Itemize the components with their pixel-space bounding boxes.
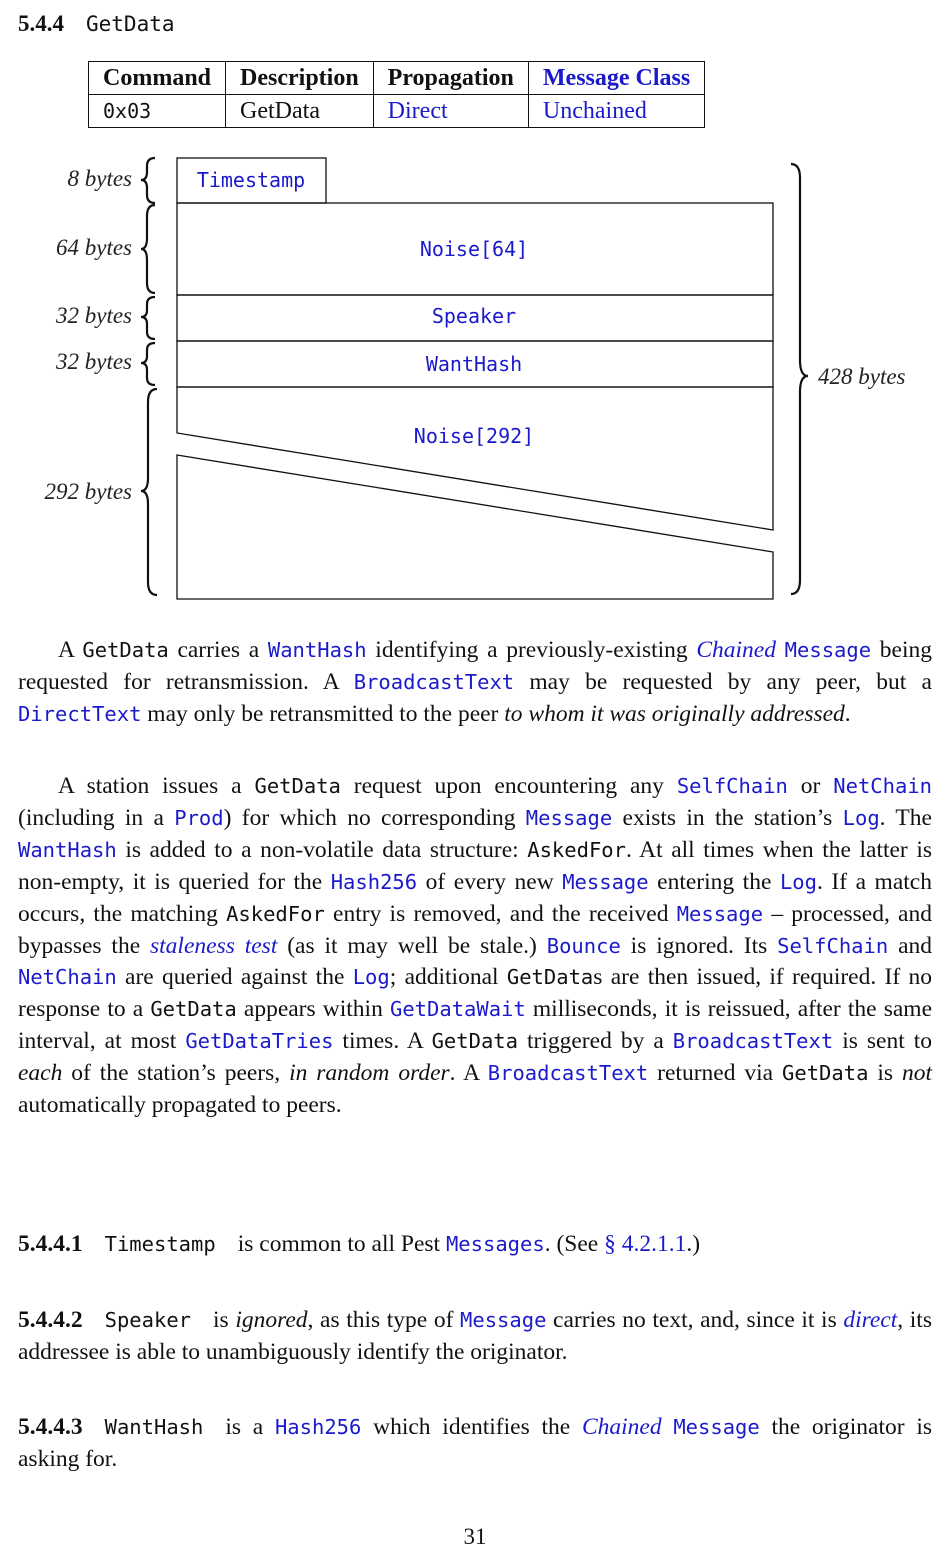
total-size-label: 428 bytes bbox=[818, 364, 906, 389]
link-message[interactable]: Message bbox=[562, 869, 649, 894]
link-netchain[interactable]: NetChain bbox=[18, 965, 117, 990]
packet-layout-diagram bbox=[0, 150, 950, 610]
link-log[interactable]: Log bbox=[842, 805, 880, 830]
subsection-5-4-4-1: 5.4.4.1 Timestamp is common to all Pest Messages. (See § 4.2.1.1.) bbox=[18, 1231, 701, 1257]
size-label: 64 bytes bbox=[55, 235, 132, 260]
section-heading bbox=[18, 10, 175, 37]
section-number: 5.4.4 bbox=[18, 11, 64, 36]
table-header-cell: Propagation bbox=[373, 62, 528, 95]
link-hash256[interactable]: Hash256 bbox=[330, 869, 418, 894]
paragraph-2: A station issues a GetData request upon encountering any SelfChain or NetChain (including in a Prod) for which no corresponding Message exists in the station’s Log. The WantHash is added to a non-volatile data structure: AskedFor. At all times when the latter is non-empty, it is queried for the Hash256 of every new Message entering the Log. If a match occurs, the matching AskedFor entry is removed, and the received Message – processed, and bypasses the staleness test (as it may well be stale.) Bounce is ignored. Its SelfChain and NetChain are queried against the Log; additional GetDatas are then issued, if required. If no response to a GetData appears within GetDataWait milliseconds, it is reissued, after the same interval, at most GetDataTries times. A GetData triggered by a BroadcastText is sent to each of the station’s peers, in random order. A BroadcastText returned via GetData is not automatically propagated to peers. bbox=[18, 773, 933, 1119]
link-hash256[interactable]: Hash256 bbox=[274, 1415, 362, 1439]
link-bounce[interactable]: Bounce bbox=[546, 933, 621, 958]
table-header-cell: Description bbox=[226, 62, 374, 95]
noise292-field-bottom bbox=[177, 455, 773, 599]
field-noise-292[interactable]: Noise[292] bbox=[413, 424, 535, 448]
link-getdatatries[interactable]: GetDataTries bbox=[185, 1029, 334, 1054]
link-section-4-2-1-1[interactable]: § 4.2.1.1 bbox=[604, 1231, 687, 1257]
link-selfchain[interactable]: SelfChain bbox=[777, 933, 889, 958]
table-cell: 0x03 bbox=[89, 95, 226, 128]
size-label: 32 bytes bbox=[55, 349, 132, 374]
field-speaker[interactable]: Speaker bbox=[431, 304, 517, 328]
link-getdatawait[interactable]: GetDataWait bbox=[389, 997, 526, 1022]
size-label: 32 bytes bbox=[55, 303, 132, 328]
table-header-cell-link[interactable]: Message Class bbox=[528, 62, 704, 95]
link-staleness-test[interactable]: staleness test bbox=[150, 932, 278, 959]
subsection-5-4-4-3: 5.4.4.3 WantHash is a Hash256 which identifies the Chained Message the originator is asking for. bbox=[18, 1414, 933, 1472]
subsection-number: 5.4.4.1 bbox=[18, 1231, 83, 1257]
link-message[interactable]: Message bbox=[525, 805, 613, 830]
section-title: GetData bbox=[86, 12, 175, 36]
subsection-number: 5.4.4.3 bbox=[18, 1414, 83, 1440]
link-prod[interactable]: Prod bbox=[174, 805, 224, 830]
code-term: GetData bbox=[82, 638, 169, 662]
noise292-field-top bbox=[177, 387, 773, 530]
link-message[interactable]: Message bbox=[676, 901, 764, 926]
link-log[interactable]: Log bbox=[779, 869, 817, 894]
link-message[interactable]: Message bbox=[460, 1308, 547, 1332]
table-cell-link[interactable]: Direct bbox=[373, 95, 528, 128]
link-message[interactable]: Message bbox=[673, 1415, 760, 1439]
link-message[interactable]: Message bbox=[784, 638, 872, 662]
field-wanthash[interactable]: WantHash bbox=[425, 352, 523, 376]
paragraph-1: A GetData carries a WantHash identifying a previously-existing Chained Message being requested for retransmission. A BroadcastText may be requested by any peer, but a DirectText may only be retransmitted to the peer to whom it was originally addressed. bbox=[18, 637, 932, 727]
field-noise-64[interactable]: Noise[64] bbox=[419, 237, 529, 261]
link-log[interactable]: Log bbox=[352, 965, 390, 990]
size-label: 292 bytes bbox=[44, 479, 132, 504]
link-selfchain[interactable]: SelfChain bbox=[676, 774, 788, 798]
link-chained[interactable]: Chained bbox=[696, 637, 776, 663]
page-number: 31 bbox=[463, 1524, 487, 1549]
left-size-braces bbox=[141, 158, 157, 595]
link-netchain[interactable]: NetChain bbox=[833, 774, 933, 798]
total-size-brace bbox=[791, 164, 808, 594]
table-header-row bbox=[89, 62, 705, 95]
link-directtext[interactable]: DirectText bbox=[18, 701, 142, 726]
link-broadcasttext[interactable]: BroadcastText bbox=[353, 669, 515, 694]
size-label: 8 bytes bbox=[67, 166, 132, 191]
table-cell-link[interactable]: Unchained bbox=[528, 95, 704, 128]
table-row bbox=[89, 95, 705, 128]
link-messages[interactable]: Messages bbox=[445, 1232, 545, 1256]
table-header-cell: Command bbox=[89, 62, 226, 95]
subsection-5-4-4-2: 5.4.4.2 Speaker is ignored, as this type of Message carries no text, and, since it is direct, its addressee is able to unambiguously identify the originator. bbox=[18, 1307, 932, 1365]
field-timestamp[interactable]: Timestamp bbox=[196, 168, 306, 192]
link-broadcasttext[interactable]: BroadcastText bbox=[487, 1061, 649, 1086]
link-broadcasttext[interactable]: BroadcastText bbox=[672, 1029, 834, 1054]
link-wanthash[interactable]: WantHash bbox=[267, 638, 367, 662]
link-direct[interactable]: direct bbox=[843, 1307, 898, 1333]
table-cell: GetData bbox=[226, 95, 374, 128]
subsection-number: 5.4.4.2 bbox=[18, 1307, 83, 1333]
link-wanthash[interactable]: WantHash bbox=[18, 837, 117, 862]
link-chained[interactable]: Chained bbox=[581, 1414, 662, 1440]
command-table bbox=[88, 61, 705, 128]
